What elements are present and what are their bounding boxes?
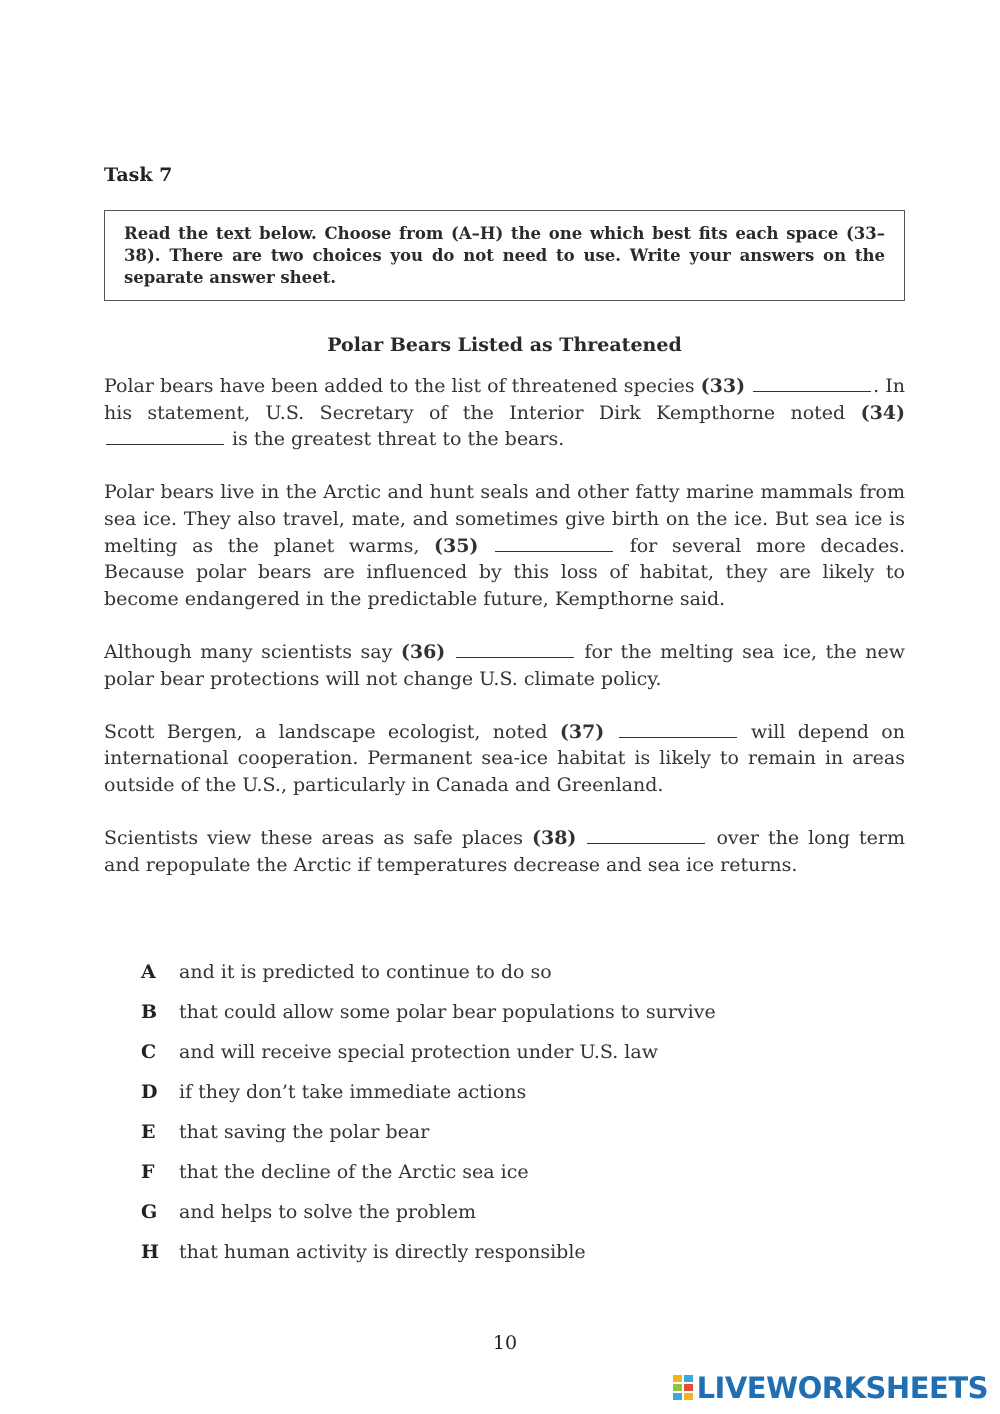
gap-number-38: (38) — [531, 827, 577, 850]
gap-38-blank[interactable] — [587, 826, 705, 844]
answer-options — [141, 958, 716, 1278]
page-number: 10 — [492, 1332, 518, 1354]
gap-35-blank[interactable] — [495, 534, 613, 552]
option-b: B that could allow some polar bear populations to survive — [141, 1001, 716, 1023]
instructions-box: Read the text below. Choose from (A–H) the one which best fits each space (33–38). There are two choices you do not need to use. Write your answers on the separate answer sheet. — [104, 210, 905, 301]
brand-name: LIVEWORKSHEETS — [696, 1371, 988, 1405]
gap-number-37: (37) — [559, 720, 605, 743]
option-a: A and it is predicted to continue to do so — [141, 961, 552, 983]
option-d: D if they don’t take immediate actions — [141, 1081, 527, 1103]
paragraph-2: Polar bears live in the Arctic and hunt seals and other fatty marine mammals from sea ice. They also travel, mate, and sometimes give birth on the ice. But sea ice is melting as the planet warms, (35) for several more decades. Because polar bears are influenced by this loss of habitat, they are likely to become endangered in the predictable future, Kempthorne said. — [104, 481, 905, 610]
paragraph-3: Although many scientists say (36) for the melting sea ice, the new polar bear protections will not change U.S. climate policy. — [104, 640, 906, 690]
option-h: H that human activity is directly responsible — [141, 1241, 586, 1263]
task-title: Task 7 — [104, 164, 173, 186]
gap-37-blank[interactable] — [619, 720, 737, 738]
gap-36-blank[interactable] — [456, 640, 574, 658]
option-e: E that saving the polar bear — [141, 1121, 430, 1143]
gap-33-blank[interactable] — [753, 374, 871, 392]
option-g: G and helps to solve the problem — [141, 1201, 477, 1223]
paragraph-4: Scott Bergen, a landscape ecologist, noted (37) will depend on international cooperation. Permanent sea-ice habitat is likely to remain in areas outside of the U.S., particularly in Canada and Greenland. — [104, 720, 905, 796]
gap-number-36: (36) — [400, 640, 446, 663]
gap-number-34: (34) — [860, 401, 905, 424]
paragraph-5: Scientists view these areas as safe places (38) over the long term and repopulate the Arctic if temperatures decrease and sea ice returns. — [104, 827, 906, 876]
option-c: C and will receive special protection under U.S. law — [141, 1041, 658, 1063]
paragraph-1: Polar bears have been added to the list of threatened species (33) . In his statement, U.S. Secretary of the Interior Dirk Kempthorne noted (34) is the greatest threat to the bears. — [104, 375, 905, 451]
gap-number-35: (35) — [434, 534, 479, 557]
option-f: F that the decline of the Arctic sea ice — [141, 1161, 529, 1183]
liveworksheets-logo-icon — [673, 1375, 693, 1401]
gap-34-blank[interactable] — [106, 427, 224, 445]
gap-number-33: (33) — [700, 375, 746, 397]
article-title: Polar Bears Listed as Threatened — [327, 334, 682, 356]
liveworksheets-brand[interactable] — [673, 1371, 988, 1405]
article-body — [104, 373, 905, 905]
